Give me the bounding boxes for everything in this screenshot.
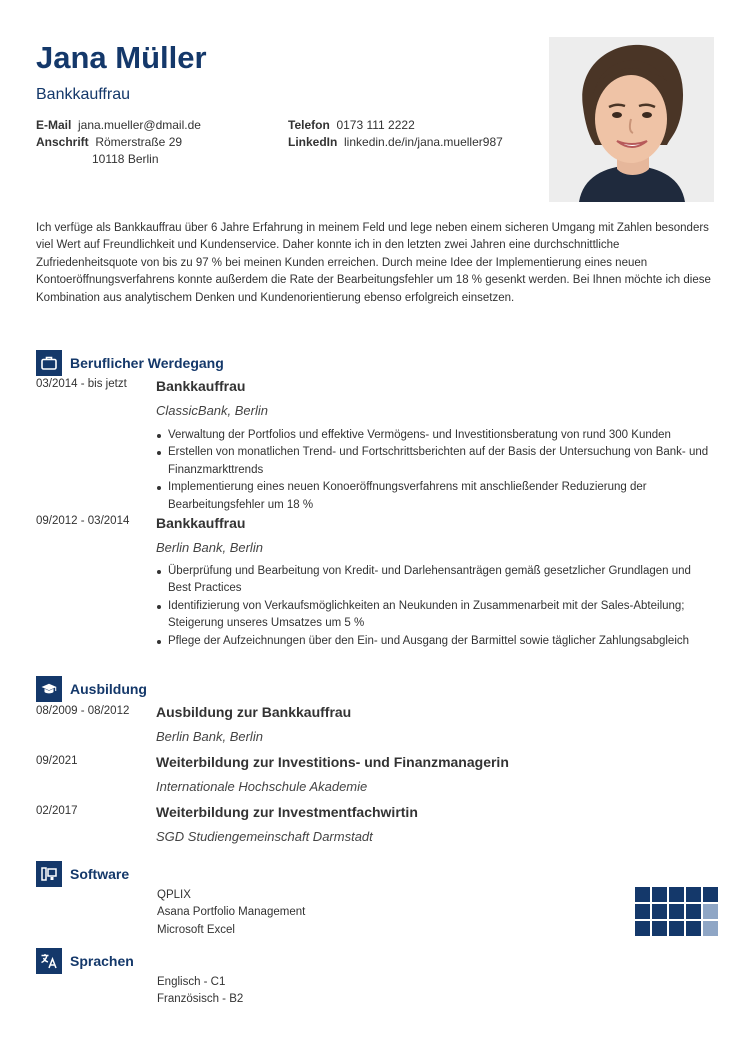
section-title-experience: Beruflicher Werdegang: [70, 355, 224, 371]
address-label: Anschrift: [36, 135, 89, 149]
skill-square-1-3: [669, 887, 684, 902]
language-icon: [36, 948, 62, 974]
email-value[interactable]: jana.mueller@dmail.de: [78, 118, 201, 132]
list-item: QPLIX: [157, 889, 191, 901]
list-item: Überprüfung und Bearbeitung von Kredit- und Darlehensanträgen gemäß gesetzlicher Grundlagen und Best Practices: [156, 563, 716, 598]
list-item: Asana Portfolio Management: [157, 906, 306, 919]
linkedin-value[interactable]: linkedin.de/in/jana.mueller987: [344, 135, 503, 149]
skill-square-2-1: [635, 904, 650, 919]
edu-2-title: Weiterbildung zur Investitions- und Finanzmanagerin: [156, 754, 509, 770]
job-1-title: Bankkauffrau: [156, 378, 246, 394]
job-2-company: Berlin Bank, Berlin: [156, 540, 263, 555]
job-2-date: 09/2012 - 03/2014: [36, 515, 130, 527]
list-item: Identifizierung von Verkaufsmöglichkeiten an Neukunden in Zusammenarbeit mit der Sales-Abteilung; Steigerung unseres Umsatzes um 5 %: [156, 598, 716, 633]
job-2-title: Bankkauffrau: [156, 515, 246, 531]
list-item: Erstellen von monatlichen Trend- und Fortschrittsberichten auf der Basis der Untersuchung von Bank- und Finanzmarkttrends: [156, 444, 716, 479]
skill-square-2-4: [686, 904, 701, 919]
skill-square-2-3: [669, 904, 684, 919]
software-skill-rating: [635, 887, 718, 936]
address-line-1: Römerstraße 29: [95, 135, 183, 149]
graduation-cap-icon: [36, 676, 62, 702]
edu-2-date: 09/2021: [36, 755, 78, 767]
profile-photo: [549, 37, 714, 202]
job-1-date: 03/2014 - bis jetzt: [36, 378, 127, 390]
edu-1-title: Ausbildung zur Bankkauffrau: [156, 704, 352, 720]
software-icon: [36, 861, 62, 887]
language-list: [157, 974, 243, 1009]
email-label: E-Mail: [36, 118, 72, 132]
skill-square-1-5: [703, 887, 718, 902]
skill-square-2-5: [703, 904, 718, 919]
edu-2-institution: Internationale Hochschule Akademie: [156, 779, 368, 794]
contact-email: [36, 117, 201, 135]
job-2-bullets: [156, 563, 716, 650]
skill-square-1-2: [652, 887, 667, 902]
skill-square-2-2: [652, 904, 667, 919]
list-item: Verwaltung der Portfolios und effektive Vermögens- und Investitionsberatung von rund 300 Kunden: [156, 427, 716, 444]
contact-linkedin: [288, 134, 503, 152]
edu-1-date: 08/2009 - 08/2012: [36, 705, 130, 717]
list-item: Implementierung eines neuen Konoeröffnungsverfahrens mit anschließender Reduzierung der Bearbeitungsfehler um 18 %: [156, 479, 716, 514]
candidate-name: Jana Müller: [36, 40, 207, 75]
briefcase-icon: [36, 350, 62, 376]
list-item: Microsoft Excel: [157, 923, 235, 936]
skill-square-3-5: [703, 921, 718, 936]
edu-1-institution: Berlin Bank, Berlin: [156, 729, 263, 744]
software-list: [157, 887, 305, 939]
edu-3-date: 02/2017: [36, 805, 78, 817]
job-1-company: ClassicBank, Berlin: [156, 403, 268, 418]
profile-summary: Ich verfüge als Bankkauffrau über 6 Jahre Erfahrung in meinem Feld und lege neben einem sicheren Umgang mit Zahlen besonders viel Wert auf Freundlichkeit und Kundenservice. Daher konnte ich in den letzten zwei Jahren eine durchschnittliche Zufriedenheitsquote von bis zu 97 % bei meinen Kunden erreichen. Durch meine Idee der Implementierung eines neuen Kontoeröffnungsverfahrens konnte außerdem die Rate der Bearbeitungsfehler um 18 % gesenkt werden. Bei Ihnen möchte ich diese Kombination aus analytischem Denken und Kundenorientierung ebenso erfolgreich einsetzen.: [36, 222, 711, 304]
list-item: Pflege der Aufzeichnungen über den Ein- und Ausgang der Barmittel sowie täglicher Zahlungsabgleich: [156, 633, 716, 650]
edu-3-institution: SGD Studiengemeinschaft Darmstadt: [156, 829, 373, 844]
job-title: Bankkauffrau: [36, 86, 130, 103]
section-title-software: Software: [70, 866, 130, 882]
portrait-illustration: [549, 37, 714, 202]
contact-address: [36, 134, 182, 152]
list-item: Englisch - C1: [157, 976, 226, 988]
section-education-header: [36, 676, 147, 702]
section-title-languages: Sprachen: [70, 953, 134, 969]
edu-3-title: Weiterbildung zur Investmentfachwirtin: [156, 804, 418, 820]
address-line-2: 10118 Berlin: [92, 152, 159, 166]
section-experience-header: [36, 350, 224, 376]
job-1-bullets: [156, 427, 716, 514]
phone-value[interactable]: 0173 111 2222: [336, 118, 415, 132]
skill-square-1-1: [635, 887, 650, 902]
section-title-education: Ausbildung: [70, 681, 147, 697]
skill-square-3-3: [669, 921, 684, 936]
section-languages-header: [36, 948, 134, 974]
linkedin-label: LinkedIn: [288, 135, 338, 149]
skill-square-3-2: [652, 921, 667, 936]
skill-square-3-4: [686, 921, 701, 936]
contact-phone: [288, 117, 415, 135]
skill-square-1-4: [686, 887, 701, 902]
section-software-header: [36, 861, 129, 887]
phone-label: Telefon: [288, 118, 330, 132]
skill-square-3-1: [635, 921, 650, 936]
list-item: Französisch - B2: [157, 993, 244, 1006]
